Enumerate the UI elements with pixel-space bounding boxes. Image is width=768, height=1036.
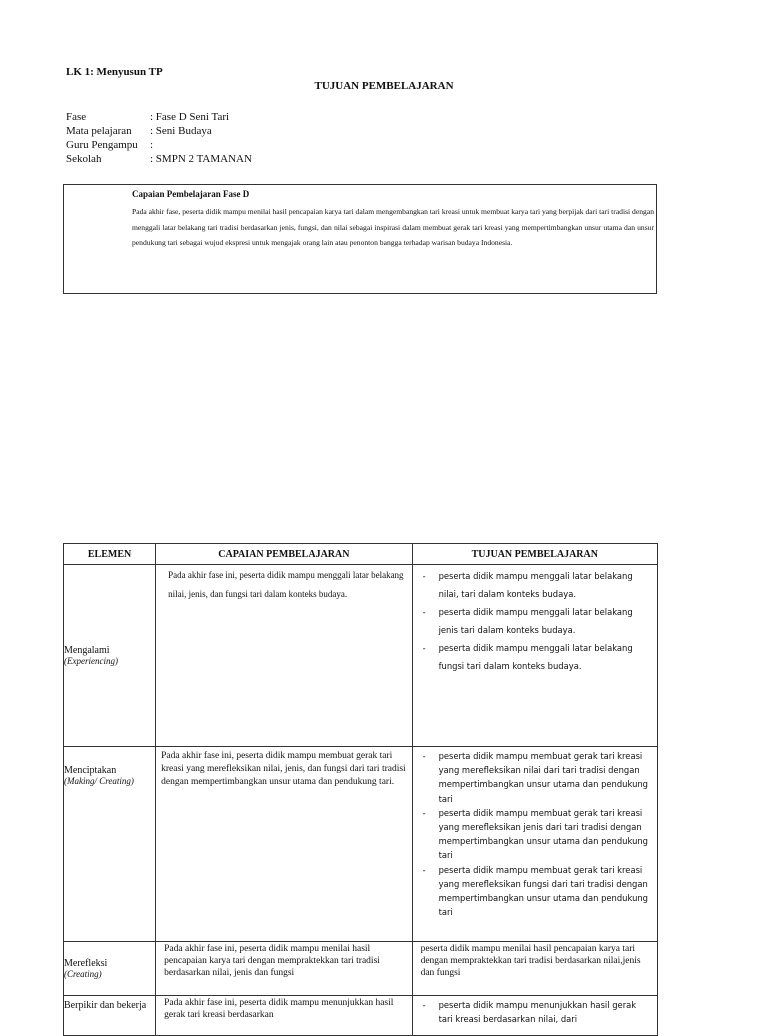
capaian-cell: Pada akhir fase ini, peserta didik mampu menunjukkan hasil gerak tari kreasi berdasarkan: [156, 996, 412, 1036]
worksheet-label: LK 1: Menyusun TP: [66, 66, 163, 78]
tujuan-list: [413, 747, 657, 919]
meta-row-guru: Guru Pengampu :: [66, 139, 154, 151]
list-item: - peserta didik mampu menggali latar belakang nilai, tari dalam konteks budaya.: [423, 567, 649, 603]
table-row: [64, 747, 658, 942]
capaian-cell: Pada akhir fase ini, peserta didik mampu menggali latar belakang nilai, jenis, dan fungsi tari dalam konteks budaya.: [156, 565, 412, 747]
table-row: [64, 565, 658, 747]
table-header-row: [64, 544, 658, 565]
meta-row-fase: Fase : Fase D Seni Tari: [66, 111, 230, 123]
table-row: [64, 942, 658, 996]
header-tujuan: TUJUAN PEMBELAJARAN: [412, 544, 657, 565]
header-capaian: CAPAIAN PEMBELAJARAN: [156, 544, 412, 565]
capaian-text: Pada akhir fase, peserta didik mampu menilai hasil pencapaian karya tari dalam mengembangkan tari kreasi untuk membuat karya tari yang berpijak dari tari tradisi dengan menggali latar belakang tari tradisi berdasarkan jenis, fungsi, dan nilai sebagai inspirasi dalam membuat gerak tari kreasi yang mempertimbangkan unsur utama dan unsur pendukung tari sebagai wujud ekspresi untuk mengajak orang lain atau penonton bangga terhadap warisan budaya Indonesia.: [132, 207, 654, 247]
elemen-cell: Mengalami (Experiencing): [64, 565, 156, 747]
elemen-cell: Menciptakan (Making/ Creating): [64, 747, 156, 942]
meta-row-mapel: Mata pelajaran : Seni Budaya: [66, 125, 212, 137]
meta-info: [66, 110, 252, 166]
tujuan-cell: [412, 996, 657, 1036]
table-row: [64, 996, 658, 1036]
tp-table: [63, 543, 658, 1036]
list-item: - peserta didik mampu membuat gerak tari kreasi yang merefleksikan jenis dari tari tradisi dengan mempertimbangkan unsur utama dan pendukung tari: [423, 806, 649, 863]
meta-row-sekolah: Sekolah : SMPN 2 TAMANAN: [66, 153, 252, 165]
elemen-cell: Berpikir dan bekerja: [64, 996, 156, 1036]
page-title: TUJUAN PEMBELAJARAN: [314, 80, 454, 92]
header-elemen: ELEMEN: [64, 544, 156, 565]
list-item: - peserta didik mampu membuat gerak tari kreasi yang merefleksikan nilai dari tari tradisi dengan mempertimbangkan unsur utama dan pendukung tari: [423, 749, 649, 806]
list-item: - peserta didik mampu menggali latar belakang jenis tari dalam konteks budaya.: [423, 603, 649, 639]
tujuan-cell: peserta didik mampu menilai hasil pencapaian karya tari dengan mempraktekkan tari tradisi berdasarkan nilai,jenis dan fungsi: [412, 942, 657, 996]
capaian-cell: Pada akhir fase ini, peserta didik mampu menilai hasil pencapaian karya tari dengan mempraktekkan tari tradisi berdasarkan nilai, jenis dan fungsi: [156, 942, 412, 996]
list-item: - peserta didik mampu menggali latar belakang fungsi tari dalam konteks budaya.: [423, 639, 649, 675]
tujuan-list: [413, 565, 657, 675]
tujuan-cell: [412, 565, 657, 747]
list-item: - peserta didik mampu membuat gerak tari kreasi yang merefleksikan fungsi dari tari tradisi dengan mempertimbangkan unsur utama dan pendukung tari: [423, 863, 649, 920]
list-item: - peserta didik mampu menunjukkan hasil gerak tari kreasi berdasarkan nilai, dari: [423, 998, 649, 1026]
capaian-box: [63, 184, 657, 294]
capaian-cell: Pada akhir fase ini, peserta didik mampu membuat gerak tari kreasi yang merefleksikan nilai, jenis, dan fungsi dari tari tradisi dengan mempertimbangkan unsur utama dan pendukung tari.: [156, 747, 412, 942]
capaian-title: Capaian Pembelajaran Fase D: [132, 189, 250, 199]
elemen-cell: Merefleksi (Creating): [64, 942, 156, 996]
tujuan-cell: [412, 747, 657, 942]
tujuan-list: [413, 996, 657, 1026]
